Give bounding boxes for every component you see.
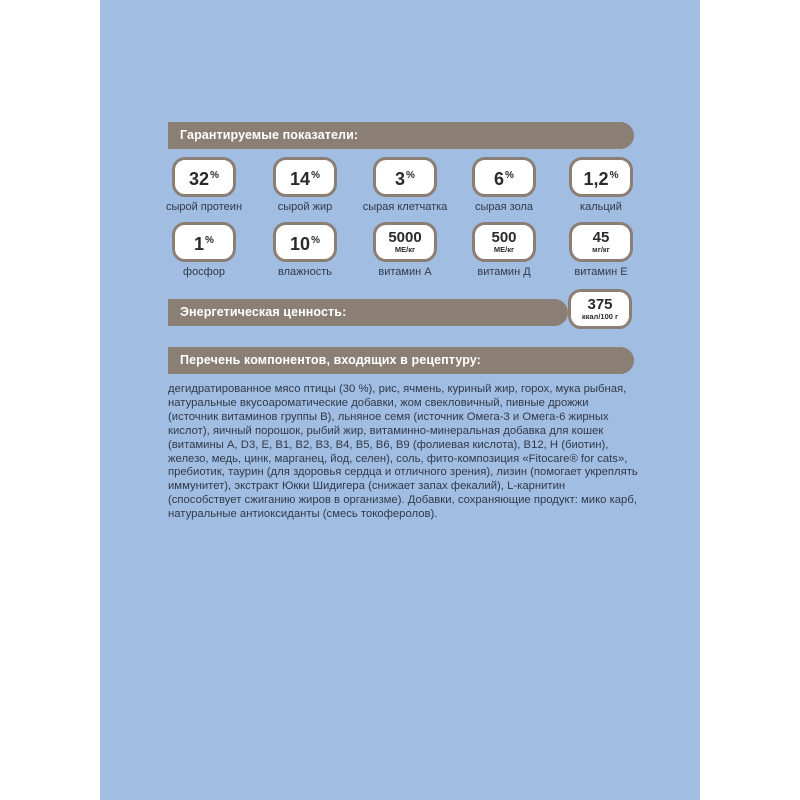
value-badge: 5000 МЕ/кг (373, 222, 437, 262)
value-badge: 14% (273, 157, 337, 197)
indicator-label: фосфор (183, 266, 225, 278)
indicator-label: витамин Е (574, 266, 628, 278)
guaranteed-indicators-header: Гарантируемые показатели: (168, 122, 634, 149)
value-badge: 10% (273, 222, 337, 262)
indicator-label: витамин А (378, 266, 432, 278)
indicator-phosphorus (149, 222, 259, 278)
indicator-fat (250, 157, 360, 213)
energy-badge: 375 ккал/100 г (568, 289, 632, 329)
indicator-calcium (546, 157, 656, 213)
value-badge: 6% (472, 157, 536, 197)
value-badge: 3% (373, 157, 437, 197)
indicator-fiber (350, 157, 460, 213)
indicator-label: витамин Д (477, 266, 531, 278)
value-badge: 45 мг/кг (569, 222, 633, 262)
indicator-label: сырой жир (277, 201, 333, 213)
value-badge: 1,2% (569, 157, 633, 197)
indicator-label: сырой протеин (165, 201, 243, 213)
indicator-protein (149, 157, 259, 213)
energy-value-header: Энергетическая ценность: (168, 299, 568, 326)
ingredients-list: дегидратированное мясо птицы (30 %), рис, ячмень, куриный жир, горох, мука рыбная, натуральные вкусоароматические добавки, жом свекловичный, пивные дрожжи (источник витаминов группы В), льняное семя (источник Омега-3 и Омега-6 жирных кислот), яичный порошок, рыбий жир, витаминно-минеральная добавка для кошек (витамины А, D3, Е, В1, В2, В3, В4, В5, В6, В9 (фолиевая кислота), В12, Н (биотин), железо, медь, цинк, марганец, йод, селен), соль, фито-композиция «Fitocare® for cats», пребиотик, таурин (для здоровья сердца и отличного зрения), лизин (помогает укреплять иммунитет), экстракт Юкки Шидигера (снижает запах фекалий), L-карнитин (способствует сжиганию жиров в организме). Добавки, сохраняющие продукт: мико карб, натуральные антиоксиданты (смесь токоферолов). (168, 383, 638, 521)
indicator-label: сырая клетчатка (362, 201, 448, 213)
ingredients-header: Перечень компонентов, входящих в рецептуру: (168, 347, 634, 374)
indicator-label: сырая зола (475, 201, 533, 213)
indicator-vitamin-e (546, 222, 656, 278)
indicator-vitamin-d (449, 222, 559, 278)
indicator-moisture (250, 222, 360, 278)
indicator-label: кальций (580, 201, 622, 213)
value-badge: 32% (172, 157, 236, 197)
value-badge: 1% (172, 222, 236, 262)
indicator-ash (449, 157, 559, 213)
indicator-vitamin-a (350, 222, 460, 278)
indicator-label: влажность (278, 266, 332, 278)
value-badge: 500 МЕ/кг (472, 222, 536, 262)
